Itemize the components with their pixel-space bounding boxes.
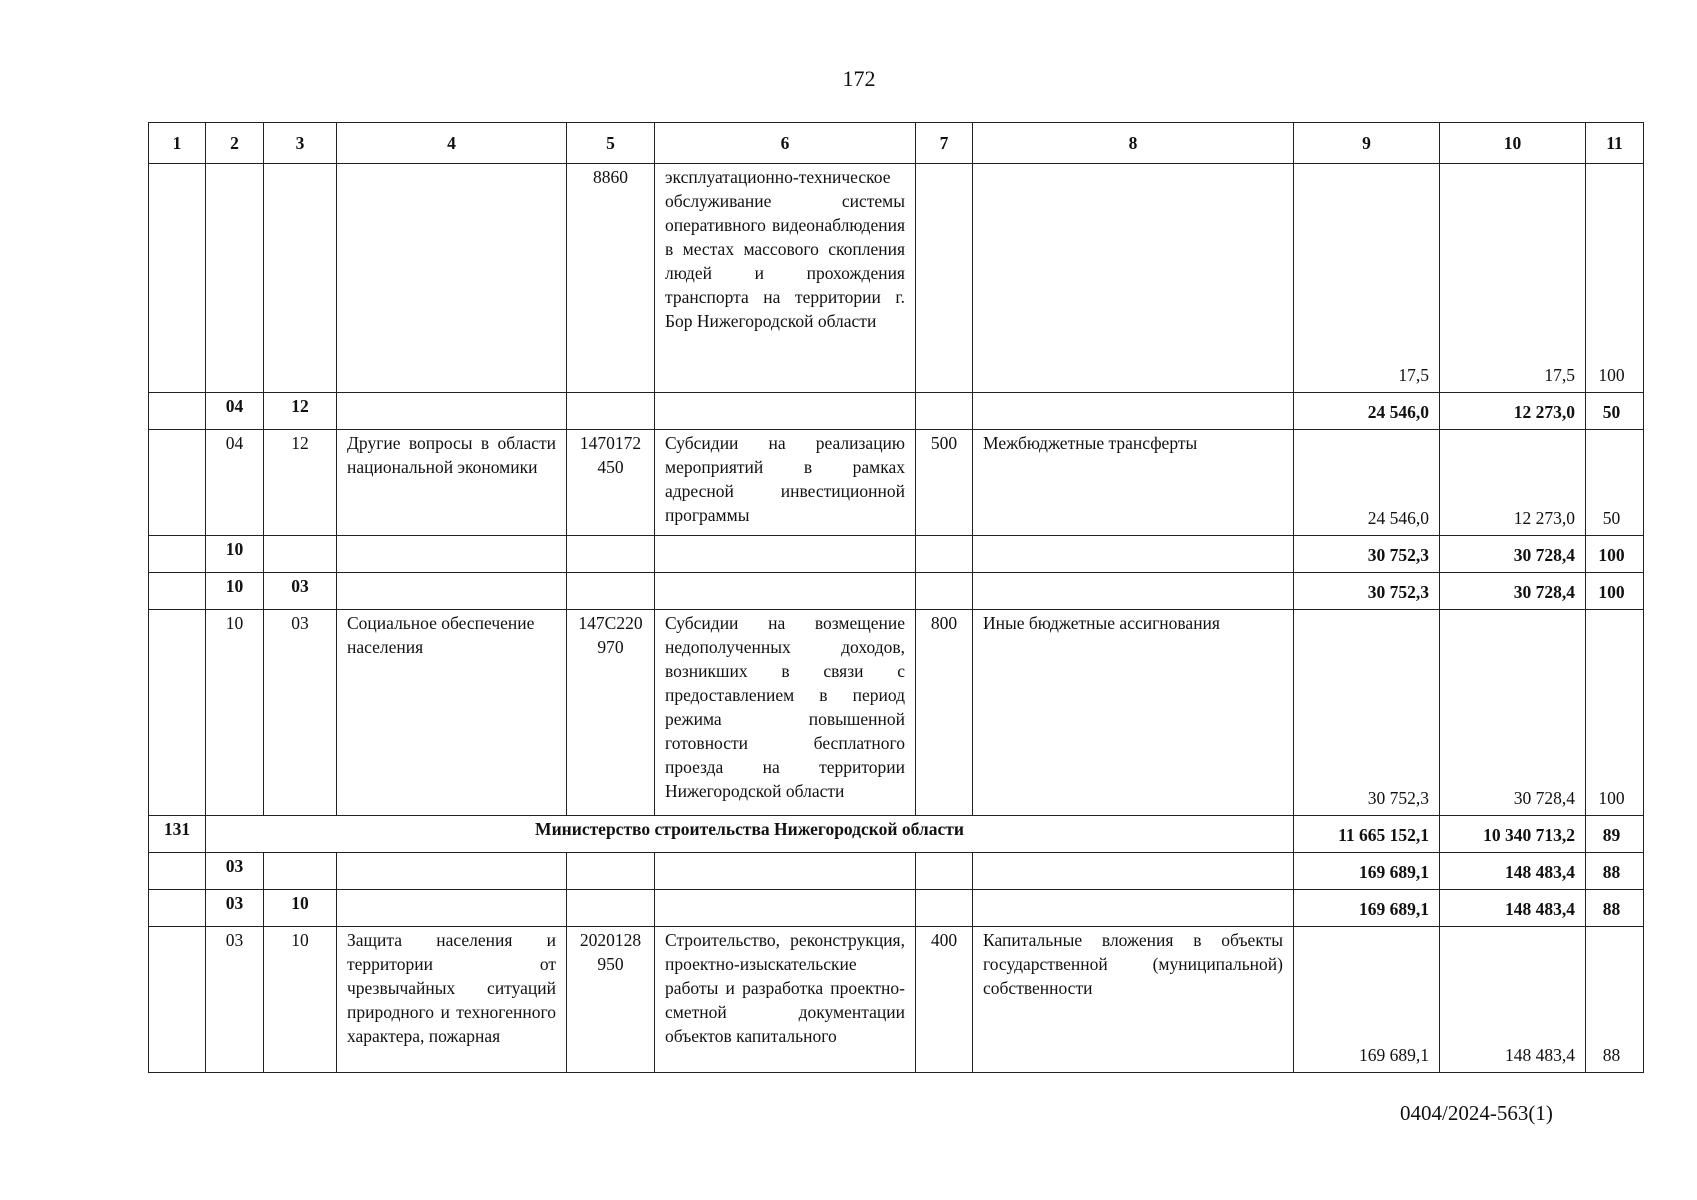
cell-c9 [1294,430,1440,536]
cell-c5 [567,536,655,573]
percent-done: 50 [1602,402,1621,422]
planned-amount: 17,5 [1398,365,1429,385]
cell-c6 [655,927,916,1073]
subsection-code: 03 [291,576,309,596]
section-code: 04 [225,396,244,416]
percent-done: 89 [1602,825,1621,845]
cell-c4 [337,610,567,816]
table-header-row [149,123,1644,164]
cell-c2 [206,573,264,610]
subsection-code: 03 [291,613,309,633]
cell-c6 [655,573,916,610]
header-cell: 11 [1586,123,1644,164]
cell-c5 [567,393,655,430]
cell-c7 [916,164,973,393]
planned-amount: 169 689,1 [1359,899,1429,919]
expense-description: Субсидии на реализацию мероприятий в рамках адресной инвестиционной программы [665,433,905,525]
cell-c9 [1294,816,1440,853]
actual-amount: 30 728,4 [1513,788,1575,808]
cell-c4 [337,536,567,573]
cell-c3 [264,164,337,393]
header-cell: 2 [206,123,264,164]
table-row [149,927,1644,1073]
cell-c9 [1294,890,1440,927]
expense-type-code: 500 [930,433,958,453]
subsection-code: 12 [291,433,309,453]
header-cell: 9 [1294,123,1440,164]
planned-amount: 30 752,3 [1367,788,1429,808]
ministry-title-cell [206,816,1294,853]
expense-description: Субсидии на возмещение недополученных доходов, возникших в связи с предоставлением в период режима повышенной готовности бесплатного проезда на территории Нижегородской области [665,613,905,801]
header-cell: 7 [916,123,973,164]
percent-done: 100 [1598,365,1625,385]
planned-amount: 24 546,0 [1367,508,1429,528]
cell-c3 [264,890,337,927]
cell-c8 [973,853,1294,890]
actual-amount: 12 273,0 [1513,402,1575,422]
cell-c10 [1440,610,1586,816]
header-cell: 5 [567,123,655,164]
table-row [149,430,1644,536]
expense-type-code: 800 [930,613,958,633]
cell-c3 [264,927,337,1073]
cell-c11 [1586,890,1644,927]
percent-done: 100 [1598,545,1625,565]
cell-c10 [1440,430,1586,536]
target-code: 2020128950 [579,930,642,974]
cell-c10 [1440,853,1586,890]
table-row [149,573,1644,610]
header-cell: 8 [973,123,1294,164]
cell-c8 [973,927,1294,1073]
section-code: 10 [225,613,244,633]
cell-c5 [567,890,655,927]
section-code: 10 [225,539,244,559]
percent-done: 100 [1598,788,1625,808]
cell-c7 [916,890,973,927]
cell-c8 [973,430,1294,536]
cell-c5 [567,853,655,890]
cell-c10 [1440,393,1586,430]
cell-c10 [1440,164,1586,393]
planned-amount: 169 689,1 [1359,862,1429,882]
percent-done: 88 [1602,862,1621,882]
percent-done: 88 [1602,1045,1621,1065]
expense-description: Строительство, реконструкция, проектно-изыскательские работы и разработка проектно-сметной документации объектов капитального [665,930,905,1046]
cell-c4 [337,430,567,536]
planned-amount: 11 665 152,1 [1338,825,1429,845]
table-row [149,890,1644,927]
subsection-code: 10 [291,930,309,950]
cell-c7 [916,430,973,536]
subsection-code: 10 [291,893,309,913]
cell-c6 [655,610,916,816]
subsection-code: 12 [291,396,309,416]
cell-c2 [206,610,264,816]
planned-amount: 24 546,0 [1367,402,1429,422]
cell-c10 [1440,816,1586,853]
cell-c5 [567,610,655,816]
cell-c7 [916,927,973,1073]
cell-c2 [206,927,264,1073]
cell-c9 [1294,573,1440,610]
section-name: Другие вопросы в области национальной экономики [347,433,556,477]
header-cell: 4 [337,123,567,164]
cell-c8 [973,164,1294,393]
cell-c9 [1294,164,1440,393]
cell-c4 [337,573,567,610]
cell-c7 [916,393,973,430]
section-name: Защита населения и территории от чрезвычайных ситуаций природного и техногенного характера, пожарная [347,930,556,1046]
cell-c5 [567,573,655,610]
cell-c8 [973,610,1294,816]
actual-amount: 17,5 [1544,365,1575,385]
cell-c1 [149,610,206,816]
cell-c8 [973,890,1294,927]
cell-c10 [1440,890,1586,927]
cell-c9 [1294,853,1440,890]
cell-c1 [149,164,206,393]
planned-amount: 30 752,3 [1367,582,1429,602]
cell-c5 [567,927,655,1073]
cell-c1 [149,853,206,890]
percent-done: 88 [1602,899,1621,919]
cell-c8 [973,536,1294,573]
cell-c8 [973,393,1294,430]
cell-c9 [1294,393,1440,430]
cell-c4 [337,393,567,430]
cell-c11 [1586,536,1644,573]
cell-c11 [1586,610,1644,816]
cell-c5 [567,164,655,393]
cell-c6 [655,890,916,927]
cell-c1 [149,927,206,1073]
cell-c11 [1586,816,1644,853]
document-code: 0404/2024-563(1) [1400,1101,1553,1125]
cell-c2 [206,853,264,890]
table-row [149,393,1644,430]
cell-c11 [1586,573,1644,610]
cell-c2 [206,393,264,430]
cell-c3 [264,610,337,816]
cell-c10 [1440,573,1586,610]
cell-c11 [1586,164,1644,393]
actual-amount: 30 728,4 [1513,545,1575,565]
cell-c11 [1586,393,1644,430]
expense-type-name: Межбюджетные трансферты [983,433,1198,453]
cell-c4 [337,890,567,927]
cell-c2 [206,164,264,393]
header-cell: 10 [1440,123,1586,164]
actual-amount: 148 483,4 [1505,899,1575,919]
actual-amount: 30 728,4 [1513,582,1575,602]
table-row [149,536,1644,573]
cell-c11 [1586,927,1644,1073]
actual-amount: 148 483,4 [1505,862,1575,882]
percent-done: 50 [1602,508,1621,528]
cell-c2 [206,890,264,927]
cell-c3 [264,430,337,536]
cell-c1 [149,816,206,853]
target-code: 8860 [593,167,628,187]
actual-amount: 148 483,4 [1505,1045,1575,1065]
cell-c11 [1586,430,1644,536]
cell-c3 [264,573,337,610]
header-cell: 1 [149,123,206,164]
actual-amount: 12 273,0 [1513,508,1575,528]
table-row-ministry [149,816,1644,853]
cell-c1 [149,890,206,927]
page-number: 172 [842,66,876,91]
budget-table [148,122,1644,1073]
actual-amount: 10 340 713,2 [1483,825,1575,845]
section-code: 03 [225,893,244,913]
cell-c4 [337,164,567,393]
cell-c6 [655,164,916,393]
cell-c7 [916,610,973,816]
header-cell: 3 [264,123,337,164]
cell-c11 [1586,853,1644,890]
cell-c1 [149,536,206,573]
cell-c2 [206,536,264,573]
cell-c2 [206,430,264,536]
table-row [149,610,1644,816]
section-code: 03 [225,930,244,950]
table-row [149,853,1644,890]
cell-c5 [567,430,655,536]
cell-c4 [337,853,567,890]
section-code: 04 [225,433,244,453]
cell-c3 [264,853,337,890]
target-code: 147С220970 [578,613,643,657]
ministry-code: 131 [163,819,191,839]
cell-c9 [1294,927,1440,1073]
section-name: Социальное обеспечение населения [347,613,535,657]
section-code: 10 [225,576,244,596]
cell-c3 [264,536,337,573]
expense-description: эксплуатационно-техническое обслуживание системы оперативного видеонаблюдения в местах массового скопления людей и прохождения транспорта на территории г. Бор Нижегородской области [665,167,905,331]
cell-c7 [916,853,973,890]
cell-c3 [264,393,337,430]
expense-type-code: 400 [930,930,958,950]
cell-c6 [655,393,916,430]
target-code: 1470172450 [579,433,642,477]
ministry-title: Министерство строительства Нижегородской области [535,819,964,839]
cell-c1 [149,573,206,610]
cell-c4 [337,927,567,1073]
cell-c9 [1294,536,1440,573]
expense-type-name: Иные бюджетные ассигнования [983,613,1220,633]
section-code: 03 [225,856,244,876]
cell-c6 [655,853,916,890]
planned-amount: 30 752,3 [1367,545,1429,565]
cell-c10 [1440,536,1586,573]
percent-done: 100 [1598,582,1625,602]
cell-c6 [655,430,916,536]
cell-c7 [916,573,973,610]
cell-c9 [1294,610,1440,816]
cell-c7 [916,536,973,573]
planned-amount: 169 689,1 [1359,1045,1429,1065]
cell-c8 [973,573,1294,610]
cell-c1 [149,393,206,430]
cell-c1 [149,430,206,536]
expense-type-name: Капитальные вложения в объекты государственной (муниципальной) собственности [983,930,1283,998]
header-cell: 6 [655,123,916,164]
table-row [149,164,1644,393]
cell-c10 [1440,927,1586,1073]
cell-c6 [655,536,916,573]
